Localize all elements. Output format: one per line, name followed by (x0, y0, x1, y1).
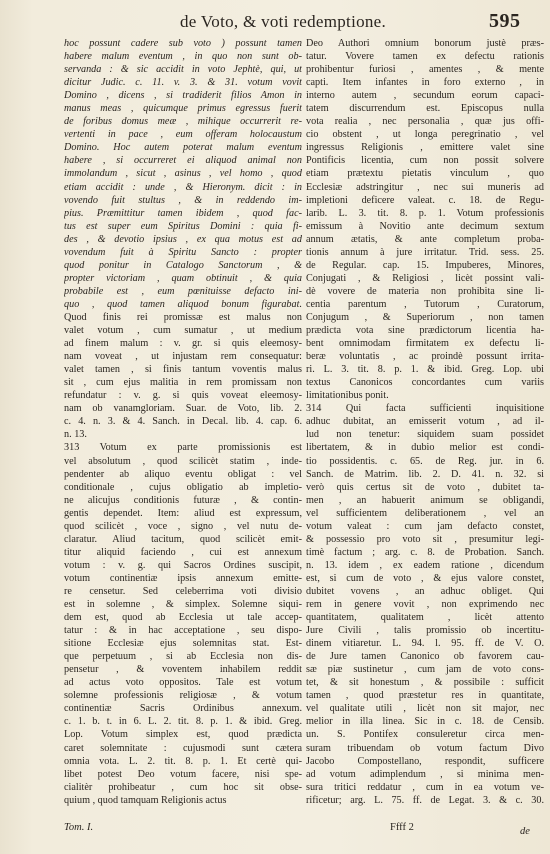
text-line: dè vovere de materia non prohibita sine li- (306, 285, 544, 297)
text-line: votum continentiæ ipsis annexum emitte- (64, 572, 302, 584)
text-line: limitationibus ponit. (306, 390, 389, 402)
text-line: Conjugati , & Religiosi , licèt possint vali- (306, 272, 544, 284)
text-line: pensetur , & voventem inhabilem reddit (64, 664, 302, 676)
text-line: manus meas , quicumque primus egressus fuerit (64, 103, 302, 115)
running-header (0, 8, 550, 36)
text-line: vota realia , nec personalia , quæ jus offi- (306, 116, 544, 128)
text-line: quod ponitur in Catalogo Sanctorum , & (64, 259, 302, 271)
volume-label: Tom. I. (64, 822, 94, 833)
text-line: continentiæ Sacris Ordinibus annexum. (64, 703, 302, 715)
text-line: rificetur; arg. L. 75. ff. de Legat. 3. & c. 30. (306, 794, 544, 806)
page-number: 595 (489, 10, 521, 32)
text-line: solemne professionis religiosæ , & votum (64, 690, 302, 702)
text-line: sura tritici reddatur , cum in ea votum ve- (306, 781, 544, 793)
text-line: prædicta vota sine prædictorum licentia ha- (306, 325, 544, 337)
text-line: probabile est , eum pœnituisse defacto ini- (64, 285, 302, 297)
text-line: interno autem , secundum eorum capaci- (306, 90, 544, 102)
text-line: tamen , quod præstetur res in quantitate, (306, 690, 544, 702)
text-line: Sanch. de Matrim. lib. 2. D. 41. n. 32. si (306, 468, 544, 480)
text-line: est, si cum de voto , & ejus valore constet, (306, 572, 544, 584)
text-line: impletioni deficere valeat. c. 18. de Regu- (306, 194, 544, 206)
text-line: quium , quod tamquam Religionis actus (64, 794, 227, 806)
text-line: centia parentum , Tutorum , Curatorum, (306, 298, 544, 310)
text-line: votum : v. g. qui Sacros Ordines suscipit, (64, 559, 302, 571)
text-line: suram tribuendam ob votum factum Divo (306, 742, 544, 754)
text-line: nam ob vanamgloriam. Suar. de Voto, lib. 2. (64, 403, 302, 415)
text-line: libertatem, & in dubio melior est condi- (306, 442, 544, 454)
text-line: textus Canonicos concordantes cum variis (306, 377, 544, 389)
text-line: ad actus voto oppositos. Tale est votum (64, 677, 302, 689)
text-line: de Regular. cap. 15. Impuberes, Minores, (306, 259, 544, 271)
text-line: rem in genere vovit , non exprimendo nec (306, 599, 544, 611)
text-line: refundatur : v. g. si quis voveat eleemosy- (64, 390, 302, 402)
text-line: adhuc dubitat, an emisserit votum , ad il- (306, 416, 544, 428)
text-line: dubitet vovens , an adhuc obliget. Qui (306, 585, 544, 597)
text-line: Jure Civili , talis promissio ob incertitu- (306, 625, 544, 637)
text-line: titur aliquid faciendo , cui est annexum (64, 546, 302, 558)
text-line: vel sufficientem deliberationem , vel an (306, 507, 544, 519)
text-line: gentis dependet. Item: aliud est expressum, (64, 507, 302, 519)
text-line: habere , si occurreret ei aliquod animal non (64, 155, 302, 167)
text-line: dinem vitiaretur. L. 94. l. 95. ff. de V. O. (306, 638, 544, 650)
text-line: des , & devotio ipsius , ex qua motus est ad (64, 233, 302, 245)
text-line: ingressus Religionis , emittere valet sine (306, 142, 544, 154)
text-line: sitione Ecclesiæ ejus solemnitas stat. Est- (64, 638, 302, 650)
text-line: n. 13. (64, 429, 87, 441)
text-line: pendenter ab aliquo eventu obligat : vel (64, 468, 302, 480)
text-line: est in solemne , & simplex. Solemne siqui- (64, 599, 302, 611)
text-line: conditionale , cujus obligatio ab impletio- (64, 481, 302, 493)
text-line: & possessio pro voto sit , presumitur legi- (306, 533, 544, 545)
text-line: sæ piæ sustinetur , cum jam de voto cons- (306, 664, 544, 676)
text-line: sit , cum ejus malitia in rem promissam non (64, 377, 302, 389)
text-line: Quod finis rei promissæ est malus non (64, 311, 302, 323)
text-line: immolandum , sicut , asinus , vel homo , quod (64, 168, 302, 180)
text-line: quod scilicèt , voce , signo , vel nutu de- (64, 520, 302, 532)
text-line: n. 13. idem , ex eadem ratione , dicendum (306, 559, 544, 571)
text-line: vel qualitate utili , licèt non sit major, nec (306, 703, 544, 715)
text-line: ri. L. 3. tit. 8. p. 1. & ibid. Greg. Lop. ubi (306, 364, 544, 376)
text-line: vovendo fuit stultus , & in reddendo im- (64, 194, 302, 206)
text-line: dicitur Judic. c. 11. v. 3. & 31. votum vovit (64, 77, 302, 89)
text-line: Domino. Hoc autem poterat malum eventum (64, 142, 302, 154)
text-line: ad votum adimplendum , si minima men- (306, 768, 544, 780)
text-line: tatem discurrendum est. Episcopus nulla (306, 103, 544, 115)
text-line: servanda : & sic accidit in voto Jephtè, qui, ut (64, 64, 302, 76)
text-line: larib. L. 3. tit. 8. p. 1. Votum professionis (306, 207, 544, 219)
text-line: valet tamen , si finis tantum voventis malus (64, 364, 302, 376)
text-line: prohibentur furiosi , amentes , & mente (306, 64, 544, 76)
text-line: emissum à Novitio ante decimum sextum (306, 220, 544, 232)
text-line: dem est, quod ab Ecclesia ut tale accep- (64, 612, 302, 624)
text-line: bent omnimodam firmitatem ex defectu li- (306, 338, 544, 350)
text-line: timè factum ; arg. c. 8. de Probation. Sanch. (306, 546, 544, 558)
text-line: vertenti in pace , eum offeram holocaustum (64, 129, 302, 141)
text-line: libet potest Deo votum facere, nisi spe- (64, 768, 302, 780)
text-line: cialitèr prohibeatur , cum hoc sit obse- (64, 781, 302, 793)
text-line: caret solemnitate : cujusmodi sunt cætera (64, 742, 302, 754)
text-line: Conjugum , & Superiorum , non tamen (306, 311, 544, 323)
text-line: verò quis certus sit de voto , dubitet ta- (306, 481, 544, 493)
text-line: vel absolutum , quod scilicèt statim , inde- (64, 455, 302, 467)
text-line: hoc possunt cadere sub voto ) possunt tamen (64, 38, 302, 49)
right-column (306, 37, 544, 807)
text-line: Lop. Votum simplex est, quod prædicta (64, 729, 302, 741)
text-line: beræ voluntatis , ac proindè possunt irrita- (306, 351, 544, 363)
text-line: c. 4. n. 3. & 4. Sanch. in Decal. lib. 4. cap. 6. (64, 416, 302, 428)
text-line: tet, & sit honestum , & possibile : sufficit (306, 677, 544, 689)
left-column (64, 37, 302, 807)
text-line: Deo Authori omnium bonorum justè præs- (306, 38, 544, 49)
text-line: omnia vota. L. 2. tit. 8. p. 1. Et certè qui- (64, 755, 302, 767)
text-line: tionis annum à jure irritatur. Trid. sess. 25. (306, 246, 544, 258)
text-line: un. S. Pontifex consuleretur circa men- (306, 729, 544, 741)
text-line: habere malum eventum , in quo non sunt ob- (64, 51, 302, 63)
signature-mark: Ffff 2 (390, 822, 414, 833)
text-line: nam voveat , ut injustam rem consequatur: (64, 351, 302, 363)
text-line: propter victoriam , quam obtinuit , & quia (64, 272, 302, 284)
text-line: pius. Præmittitur tamen ibidem , quod fac- (64, 207, 302, 219)
text-line: Domino , dicens , si tradiderit filios Amon in (64, 90, 302, 102)
text-line: 314 Qui facta sufficienti inquisitione (306, 403, 544, 415)
text-line: ne alicujus conditionis futuræ , & contin- (64, 494, 302, 506)
text-line: etiam prætextu pietatis vinculum , quo (306, 168, 544, 180)
text-line: votum valeat : cum jam defacto constet, (306, 520, 544, 532)
text-line: Pontificis licentia, cum non possit solvere (306, 155, 544, 167)
text-line: capti. Item infantes in foro externo , in (306, 77, 544, 89)
text-line: tio possidentis. c. 65. de Reg. jur. in 6. (306, 455, 544, 467)
text-line: quantitatem, qualitatem , licèt attento (306, 612, 544, 624)
text-line: quo , quod tamen aliquod bonum figurabat. (64, 298, 302, 310)
text-line: c. 1. b. t. in 6. L. 2. tit. 8. p. 1. & ibid. Greg. (64, 716, 302, 728)
running-title: de Voto, & voti redemptione. (180, 12, 387, 31)
text-line: que perpetuum , si ab Ecclesia non dis- (64, 651, 302, 663)
text-line: tatur : & in hac acceptatione , seu dispo- (64, 625, 302, 637)
text-line: valet votum , cum sumatur , ut medium (64, 325, 302, 337)
text-line: melior in illa linea. Sic in c. 18. de Censib. (306, 716, 544, 728)
text-line: Ecclesiæ adstringitur , nec sui muneris ad (306, 181, 544, 193)
text-line: tus est super eum Spiritus Domini : quia fi- (64, 220, 302, 232)
text-line: 313 Votum ex parte promissionis est (64, 442, 302, 454)
text-line: tatur. Vovere tamen ex defectu rationis (306, 51, 544, 63)
text-line: ad finem malum : v. gr. si quis eleemosy- (64, 338, 302, 350)
catchword: de (520, 826, 530, 837)
text-line: etiam accidit : unde , & Hieronym. dicit : in (64, 181, 302, 193)
text-line: de Jure tamen Canonico ob favorem cau- (306, 651, 544, 663)
text-line: annum ætatis, & ante completum proba- (306, 233, 544, 245)
text-line: lud non tenetur: siquidem suam possidet (306, 429, 544, 441)
text-line: Jacobo Compostellano, respondit, sufficere (306, 755, 544, 767)
text-line: claratur. Aliud tacitum, quod scilicèt emit- (64, 533, 302, 545)
text-line: vovendum fuit à Spiritu Sancto : propter (64, 246, 302, 258)
text-line: men , an habuerit animum se obligandi, (306, 494, 544, 506)
text-line: cio obstent , ut longa peregrinatio , vel (306, 129, 544, 141)
text-line: re censetur. Sed celeberrima voti divisio (64, 585, 302, 597)
text-line: de foribus domus meæ , mihique occurrerit re- (64, 116, 302, 128)
